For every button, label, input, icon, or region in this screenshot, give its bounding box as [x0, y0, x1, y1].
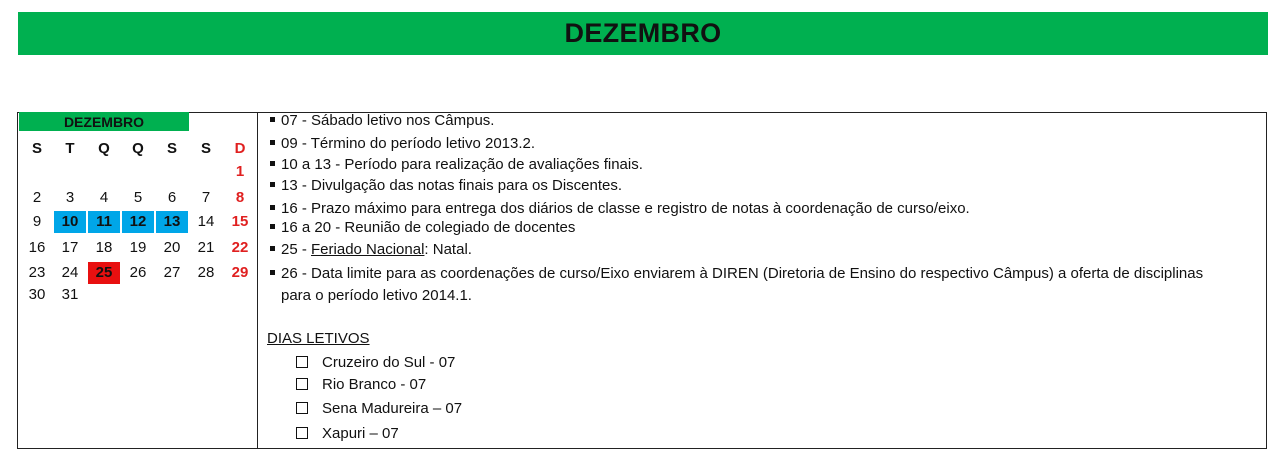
checkbox-icon — [296, 427, 308, 439]
event-item: 16 a 20 - Reunião de colegiado de docentes — [268, 217, 575, 239]
calendar-day: 27 — [163, 264, 181, 281]
calendar-day: 6 — [167, 189, 177, 206]
calendar-day: 8 — [235, 189, 245, 206]
calendar-day: 19 — [129, 239, 147, 256]
column-divider — [257, 112, 258, 449]
bullet-icon — [270, 270, 275, 275]
calendar-day: 3 — [65, 189, 75, 206]
dias-letivos-title: DIAS LETIVOS — [267, 330, 370, 347]
calendar-day: 31 — [61, 286, 79, 303]
checkbox-icon — [296, 402, 308, 414]
event-item: 25 - Feriado Nacional: Natal. — [268, 239, 472, 261]
event-item: 07 - Sábado letivo nos Câmpus. — [268, 110, 494, 132]
month-title: DEZEMBRO — [564, 18, 722, 48]
dias-letivos-item: Sena Madureira – 07 — [296, 398, 462, 420]
event-item: 16 - Prazo máximo para entrega dos diários de classe e registro de notas à coordenação de curso/eixo. — [268, 198, 970, 220]
dias-letivos-item: Cruzeiro do Sul - 07 — [296, 352, 455, 374]
calendar-day: 5 — [133, 189, 143, 206]
event-item: 26 - Data limite para as coordenações de curso/Eixo enviarem à DIREN (Diretoria de Ensino do respectivo Câmpus) a oferta de disciplinas para o período letivo 2014.1. — [268, 263, 1203, 307]
bullet-icon — [270, 140, 275, 145]
bullet-icon — [270, 205, 275, 210]
calendar-day: 15 — [231, 213, 249, 230]
calendar-day: 14 — [197, 213, 215, 230]
weekday-label: Q — [98, 140, 110, 157]
bullet-icon — [270, 161, 275, 166]
calendar-day: 16 — [28, 239, 46, 256]
calendar-header: DEZEMBRO — [19, 112, 189, 131]
calendar-day: 1 — [235, 163, 245, 180]
bullet-icon — [270, 182, 275, 187]
calendar-day: 4 — [99, 189, 109, 206]
calendar-day: 10 — [54, 211, 86, 233]
calendar-day: 21 — [197, 239, 215, 256]
checkbox-icon — [296, 378, 308, 390]
calendar-day: 7 — [201, 189, 211, 206]
calendar-day: 24 — [61, 264, 79, 281]
bullet-icon — [270, 224, 275, 229]
calendar-day: 22 — [231, 239, 249, 256]
event-item: 13 - Divulgação das notas finais para os Discentes. — [268, 175, 622, 197]
calendar-day: 23 — [28, 264, 46, 281]
calendar-day: 30 — [28, 286, 46, 303]
weekday-label: Q — [132, 140, 144, 157]
dias-letivos-item: Xapuri – 07 — [296, 423, 399, 445]
weekday-label: S — [31, 140, 42, 157]
event-item: 10 a 13 - Período para realização de avaliações finais. — [268, 154, 643, 176]
calendar-day: 28 — [197, 264, 215, 281]
calendar-day: 26 — [129, 264, 147, 281]
bullet-icon — [270, 117, 275, 122]
dias-letivos-item: Rio Branco - 07 — [296, 374, 426, 396]
bullet-icon — [270, 246, 275, 251]
month-title-bar — [18, 12, 1268, 55]
checkbox-icon — [296, 356, 308, 368]
weekday-label: T — [65, 140, 75, 157]
calendar-day: 9 — [32, 213, 42, 230]
calendar-day: 29 — [231, 264, 249, 281]
calendar-day: 11 — [88, 211, 120, 233]
weekday-label: D — [234, 140, 246, 157]
calendar-day: 20 — [163, 239, 181, 256]
calendar-day: 2 — [32, 189, 42, 206]
calendar-day: 13 — [156, 211, 188, 233]
event-item: 09 - Término do período letivo 2013.2. — [268, 133, 535, 155]
calendar-day: 18 — [95, 239, 113, 256]
weekday-label: S — [166, 140, 177, 157]
calendar-day: 17 — [61, 239, 79, 256]
calendar-day: 12 — [122, 211, 154, 233]
weekday-label: S — [200, 140, 211, 157]
calendar-day: 25 — [88, 262, 120, 284]
